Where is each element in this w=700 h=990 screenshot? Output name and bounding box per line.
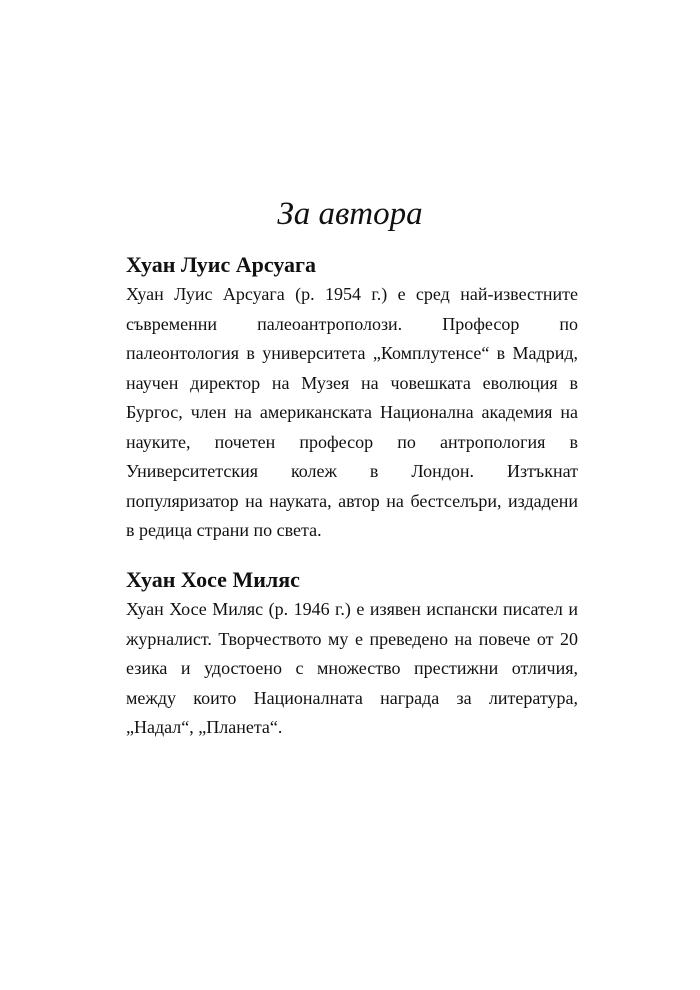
author-bio: Хуан Хосе Миляс (р. 1946 г.) е изявен испански писател и журналист. Творчеството му е преведено на повече от 20 езика и удостоено с множество престижни отличия, между които Националната награда за литература, „Надал“, „Планета“. bbox=[126, 599, 578, 737]
author-name: Хуан Луис Арсуага bbox=[126, 252, 317, 277]
author-section-arsuaga bbox=[126, 250, 578, 546]
page-title: За автора bbox=[277, 196, 423, 232]
author-name: Хуан Хосе Миляс bbox=[126, 567, 300, 592]
author-bio: Хуан Луис Арсуага (р. 1954 г.) е сред най-известните съвременни палеоантрополози. Професор по палеонтология в университета „Комплутенсе“ в Мадрид, научен директор на Музея на човешката еволюция в Бургос, член на американската Национална академия на науките, почетен професор по антропология в Университетския колеж в Лондон. Изтъкнат популяризатор на науката, автор на бестселъри, издадени в редица страни по света. bbox=[126, 284, 578, 540]
author-section-millas bbox=[126, 565, 578, 743]
